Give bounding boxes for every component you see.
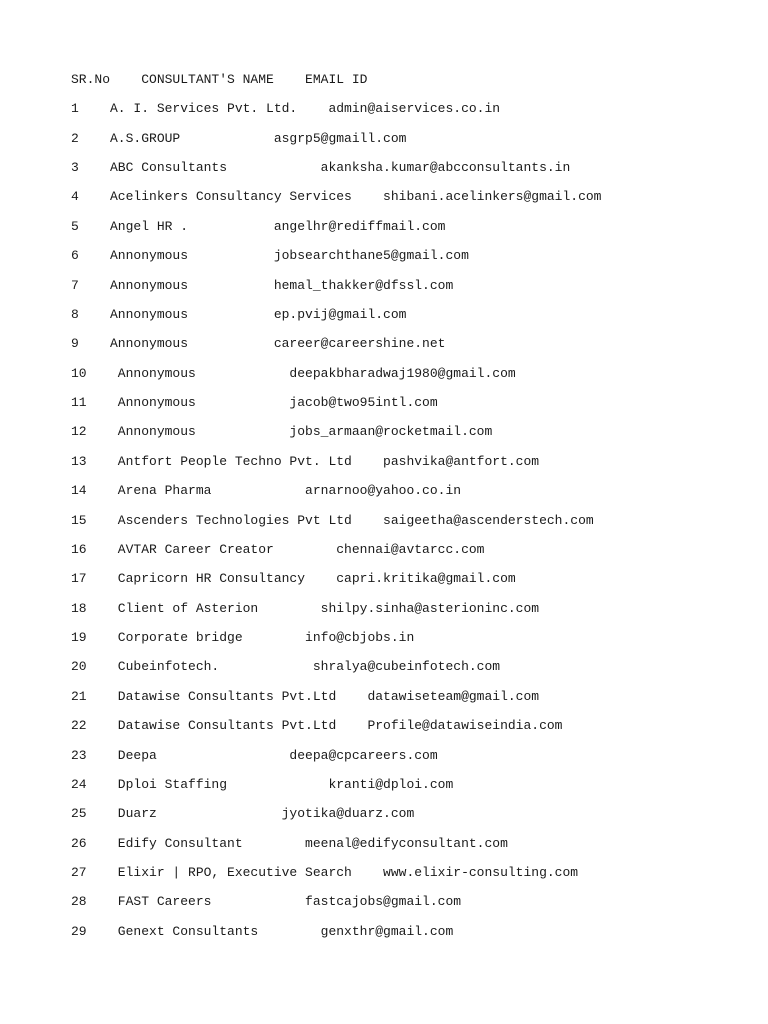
table-row: 24 Dploi Staffing kranti@dploi.com (71, 777, 454, 792)
table-row: 9 Annonymous career@careershine.net (71, 336, 446, 351)
table-row: 29 Genext Consultants genxthr@gmail.com (71, 924, 454, 939)
table-row: 7 Annonymous hemal_thakker@dfssl.com (71, 278, 454, 293)
table-row: 6 Annonymous jobsearchthane5@gmail.com (71, 248, 469, 263)
table-row: 18 Client of Asterion shilpy.sinha@asterioninc.com (71, 601, 540, 616)
table-row: 17 Capricorn HR Consultancy capri.kritika@gmail.com (71, 571, 516, 586)
table-row: 1 A. I. Services Pvt. Ltd. admin@aiservices.co.in (71, 101, 501, 116)
table-header: SR.No CONSULTANT'S NAME EMAIL ID (71, 72, 368, 87)
table-row: 19 Corporate bridge info@cbjobs.in (71, 630, 415, 645)
table-row: 21 Datawise Consultants Pvt.Ltd datawiseteam@gmail.com (71, 689, 540, 704)
table-row: 2 A.S.GROUP asgrp5@gmaill.com (71, 131, 407, 146)
table-row: 20 Cubeinfotech. shralya@cubeinfotech.com (71, 659, 501, 674)
table-row: 5 Angel HR . angelhr@rediffmail.com (71, 219, 446, 234)
table-row: 12 Annonymous jobs_armaan@rocketmail.com (71, 424, 493, 439)
table-row: 22 Datawise Consultants Pvt.Ltd Profile@datawiseindia.com (71, 718, 563, 733)
table-row: 4 Acelinkers Consultancy Services shibani.acelinkers@gmail.com (71, 189, 602, 204)
table-row: 8 Annonymous ep.pvij@gmail.com (71, 307, 407, 322)
table-row: 23 Deepa deepa@cpcareers.com (71, 748, 438, 763)
table-row: 16 AVTAR Career Creator chennai@avtarcc.com (71, 542, 485, 557)
table-row: 27 Elixir | RPO, Executive Search www.elixir-consulting.com (71, 865, 579, 880)
table-row: 25 Duarz jyotika@duarz.com (71, 806, 415, 821)
table-row: 26 Edify Consultant meenal@edifyconsultant.com (71, 836, 508, 851)
table-row: 13 Antfort People Techno Pvt. Ltd pashvika@antfort.com (71, 454, 540, 469)
table-row: 11 Annonymous jacob@two95intl.com (71, 395, 438, 410)
table-row: 3 ABC Consultants akanksha.kumar@abcconsultants.in (71, 160, 571, 175)
table-row: 10 Annonymous deepakbharadwaj1980@gmail.com (71, 366, 516, 381)
table-row: 28 FAST Careers fastcajobs@gmail.com (71, 894, 462, 909)
table-row: 14 Arena Pharma arnarnoo@yahoo.co.in (71, 483, 462, 498)
table-row: 15 Ascenders Technologies Pvt Ltd saigeetha@ascenderstech.com (71, 513, 594, 528)
